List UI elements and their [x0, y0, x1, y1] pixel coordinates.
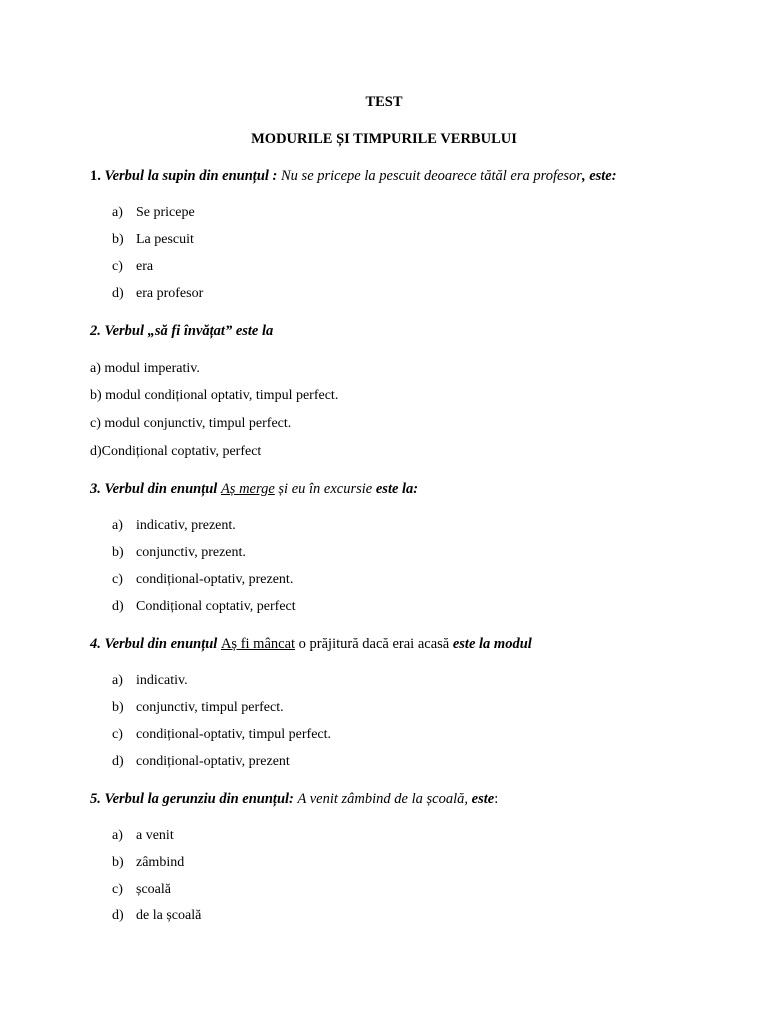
question-1-sentence: Nu se pricepe la pescuit deoarece tătăl era profesor — [281, 168, 582, 184]
question-4-tail: este la modul — [452, 636, 532, 652]
question-3-prompt: 3. Verbul din enunțul — [90, 481, 221, 497]
question-1-number: 1. — [90, 168, 101, 184]
question-3-tail: este la: — [375, 481, 419, 497]
question-5 — [90, 791, 498, 808]
test-subtitle: MODURILE ȘI TIMPURILE VERBULUI — [251, 131, 517, 147]
question-2-option-b: b) modul condițional optativ, timpul perfect. — [90, 388, 339, 403]
question-2: 2. Verbul „să fi învățat” este la — [90, 323, 274, 339]
question-5-colon: : — [494, 791, 499, 807]
document-page: TEST MODURILE ȘI TIMPURILE VERBULUI 1. Verbul la supin din enunțul : Nu se pricepe la pescuit deoarece tătăl era profesor, este: a) Se pricepe b) La pescuit c) era d) era profesor 2. Verbul „să fi învățat” este la a) modul imperativ. b) modul condițional optativ, timpul perfect. c) modul conjunctiv, timpul perfect. d)Condițional coptativ, perfect 3. Verbul din enunțul Aș merge și eu în excursie este la: a) indicativ, prezent. b) conjunctiv, prezent. c) condițional-optativ, prezent. d) Condițional coptativ, perfect 4. Verbul din enunțul Aș fi mâncat o prăjitură dacă erai acasă este la modul a) indicativ. b) conjunctiv, timpul perfect. c) condițional-optativ, timpul perfect. d) condițional-optativ, prezent 5. Verbul la gerunziu din enunțul: A venit zâmbind de la școală, este: a) a venit b) zâmbind c) școală d) de la școală — [0, 0, 768, 1024]
question-2-option-c: c) modul conjunctiv, timpul perfect. — [90, 416, 292, 431]
question-4 — [90, 636, 532, 653]
question-2-option-a: a) modul imperativ. — [90, 361, 200, 376]
question-5-sentence: A venit zâmbind de la școală, — [297, 791, 472, 807]
question-4-prompt: 4. Verbul din enunțul — [90, 636, 221, 652]
question-1 — [90, 168, 617, 185]
question-4-verb: Aș fi mâncat — [220, 636, 296, 652]
test-title: TEST — [365, 94, 403, 110]
question-5-prompt: 5. Verbul la gerunziu din enunțul: — [90, 791, 298, 807]
question-4-sentence: o prăjitură dacă erai acasă — [295, 636, 453, 652]
question-3-verb: Aș merge — [220, 481, 275, 497]
question-3 — [90, 481, 418, 498]
question-1-tail: , este: — [581, 168, 617, 184]
question-3-sentence: și eu în excursie — [274, 481, 376, 497]
question-2-option-d: d)Condițional coptativ, perfect — [90, 444, 262, 459]
question-1-prompt: Verbul la supin din enunțul : — [100, 168, 281, 184]
question-5-tail: este — [471, 791, 495, 807]
